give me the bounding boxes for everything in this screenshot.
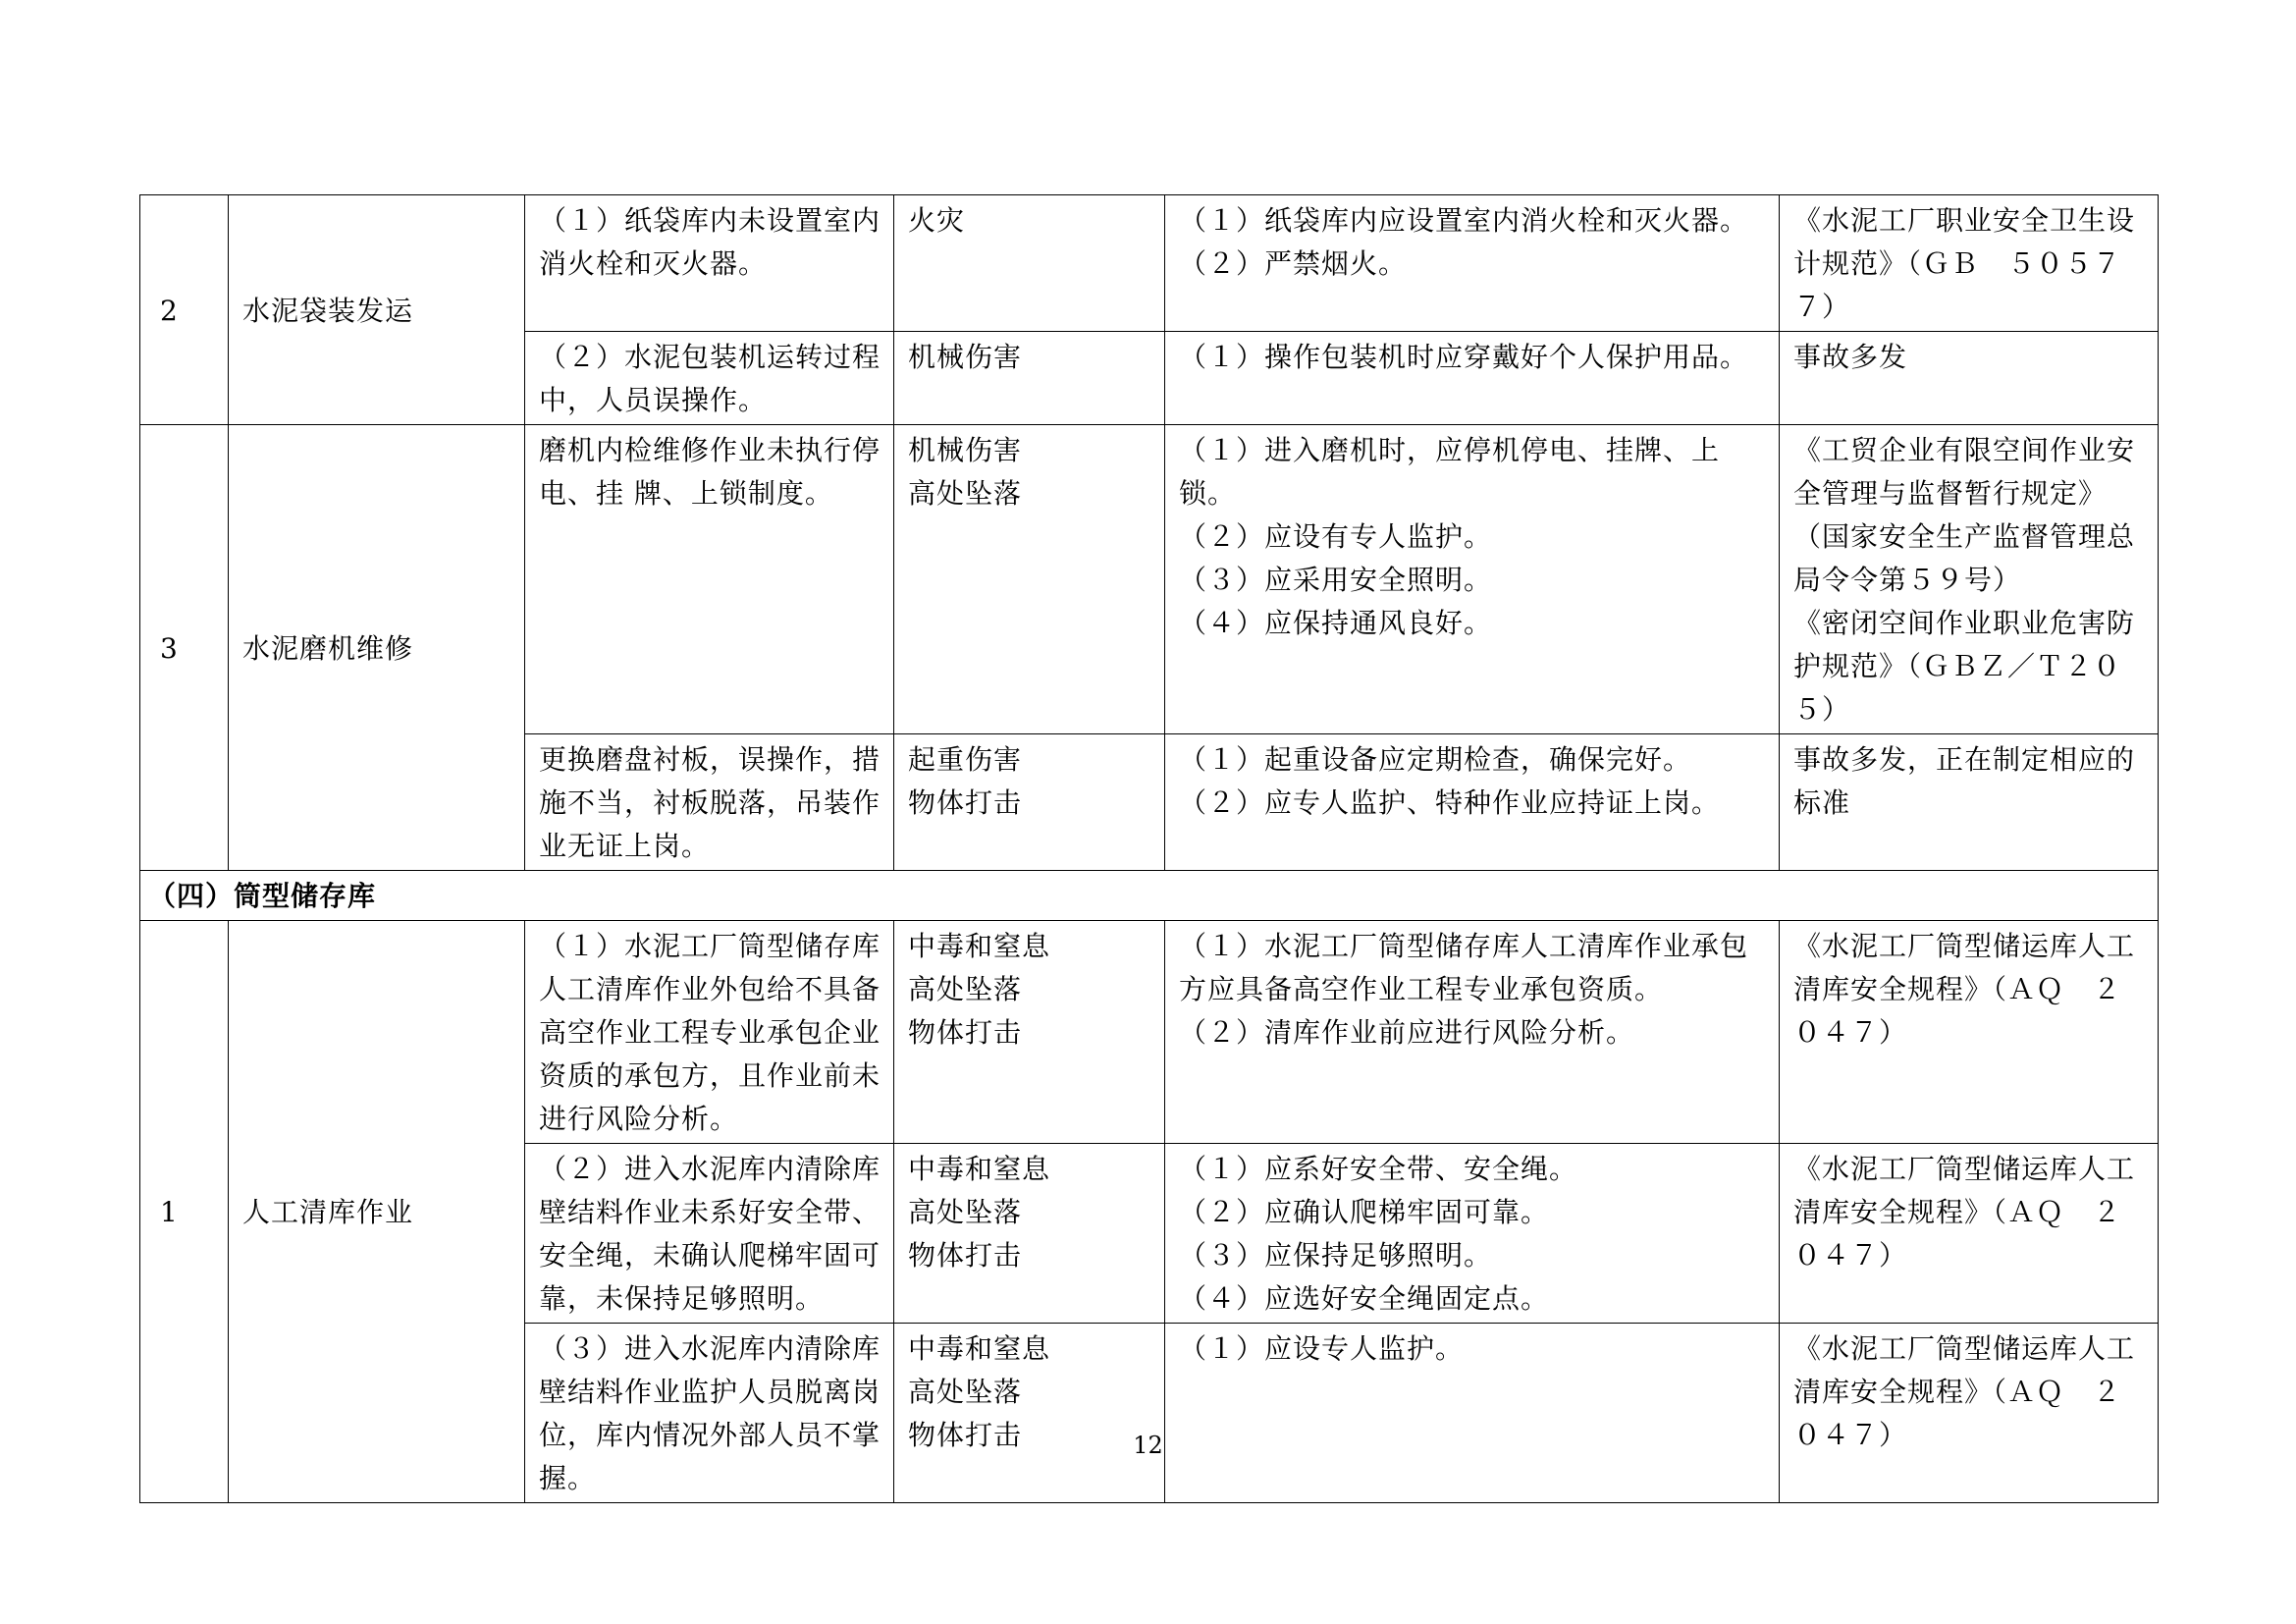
hazard-cell: 机械伤害 高处坠落 [894, 425, 1165, 734]
problem-cell: （１）水泥工厂筒型储存库人工清库作业外包给不具备高空作业工程专业承包企业资质的承包方，且作业前未进行风险分析。 [525, 921, 894, 1144]
basis-cell: 《水泥工厂筒型储运库人工清库安全规程》（ＡＱ ２０４７） [1780, 1144, 2159, 1324]
table-row [140, 425, 2159, 734]
row-number: 3 [140, 425, 229, 871]
problem-cell: 更换磨盘衬板，误操作，措施不当，衬板脱落，吊装作业无证上岗。 [525, 734, 894, 871]
basis-cell: 事故多发 [1780, 332, 2159, 425]
measures-cell: （１）操作包装机时应穿戴好个人保护用品。 [1165, 332, 1780, 425]
hazard-cell: 中毒和窒息 高处坠落 物体打击 [894, 921, 1165, 1144]
measures-cell: （１）起重设备应定期检查，确保完好。 （２）应专人监护、特种作业应持证上岗。 [1165, 734, 1780, 871]
measures-cell: （１）应系好安全带、安全绳。 （２）应确认爬梯牢固可靠。 （３）应保持足够照明。 （４）应选好安全绳固定点。 [1165, 1144, 1780, 1324]
row-number: 1 [140, 921, 229, 1503]
section-title: （四）筒型储存库 [140, 871, 2159, 921]
measures-cell: （１）进入磨机时，应停机停电、挂牌、上锁。 （２）应设有专人监护。 （３）应采用安全照明。 （４）应保持通风良好。 [1165, 425, 1780, 734]
problem-cell: （３）进入水泥库内清除库壁结料作业监护人员脱离岗位，库内情况外部人员不掌握。 [525, 1324, 894, 1503]
hazard-cell: 起重伤害 物体打击 [894, 734, 1165, 871]
section-row [140, 871, 2159, 921]
table-row [140, 195, 2159, 332]
basis-cell: 事故多发，正在制定相应的标准 [1780, 734, 2159, 871]
operation-name: 人工清库作业 [229, 921, 525, 1503]
hazard-cell: 机械伤害 [894, 332, 1165, 425]
operation-name: 水泥磨机维修 [229, 425, 525, 871]
hazard-table [139, 194, 2159, 1503]
problem-cell: （２）水泥包装机运转过程中，人员误操作。 [525, 332, 894, 425]
operation-name: 水泥袋装发运 [229, 195, 525, 425]
basis-cell: 《水泥工厂筒型储运库人工清库安全规程》（ＡＱ ２０４７） [1780, 921, 2159, 1144]
hazard-cell: 中毒和窒息 高处坠落 物体打击 [894, 1144, 1165, 1324]
problem-cell: （２）进入水泥库内清除库壁结料作业未系好安全带、安全绳，未确认爬梯牢固可靠，未保持足够照明。 [525, 1144, 894, 1324]
measures-cell: （１）纸袋库内应设置室内消火栓和灭火器。 （２）严禁烟火。 [1165, 195, 1780, 332]
basis-cell: 《工贸企业有限空间作业安全管理与监督暂行规定》（国家安全生产监督管理总局令令第５９号） 《密闭空间作业职业危害防护规范》（ＧＢＺ／Ｔ２０５） [1780, 425, 2159, 734]
table-row [140, 921, 2159, 1144]
page-number: 12 [1133, 1432, 1163, 1459]
problem-cell: 磨机内检维修作业未执行停电、挂 牌、上锁制度。 [525, 425, 894, 734]
hazard-cell: 火灾 [894, 195, 1165, 332]
measures-cell: （１）水泥工厂筒型储存库人工清库作业承包方应具备高空作业工程专业承包资质。 （２）清库作业前应进行风险分析。 [1165, 921, 1780, 1144]
row-number: 2 [140, 195, 229, 425]
problem-cell: （１）纸袋库内未设置室内消火栓和灭火器。 [525, 195, 894, 332]
basis-cell: 《水泥工厂职业安全卫生设计规范》（ＧＢ ５０５７７） [1780, 195, 2159, 332]
measures-cell: （１）应设专人监护。 [1165, 1324, 1780, 1503]
basis-cell: 《水泥工厂筒型储运库人工清库安全规程》（ＡＱ ２０４７） [1780, 1324, 2159, 1503]
hazard-cell: 中毒和窒息 高处坠落 物体打击 [894, 1324, 1165, 1503]
